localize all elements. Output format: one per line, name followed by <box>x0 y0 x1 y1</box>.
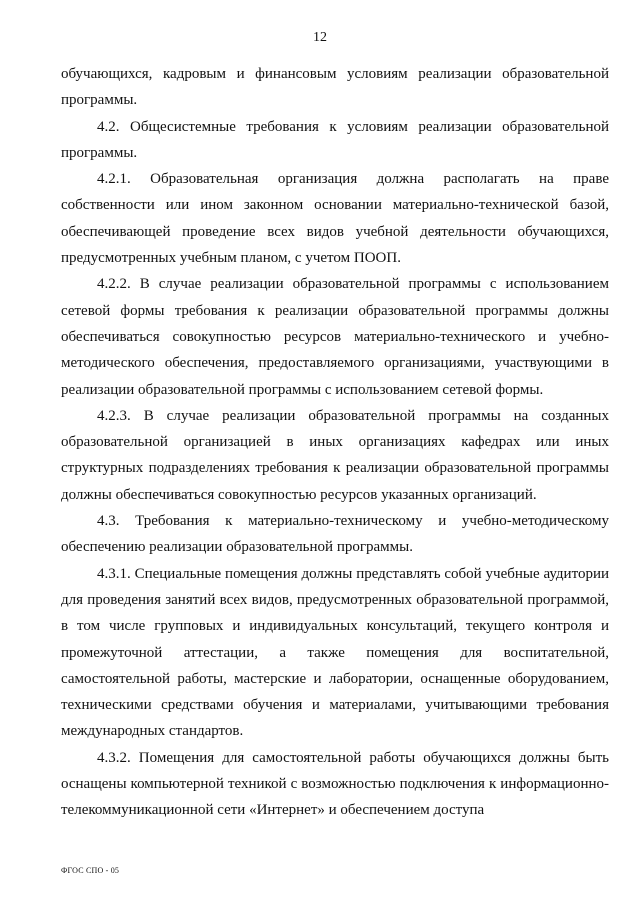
paragraph-4-3: 4.3. Требования к материально-техническому и учебно-методическому обеспечению реализации образовательной программы. <box>61 513 609 556</box>
document-body <box>61 61 609 824</box>
paragraph-continuation: обучающихся, кадровым и финансовым условиям реализации образовательной программы. <box>61 66 609 109</box>
document-footer: ФГОС СПО - 05 <box>61 866 120 875</box>
paragraph-4-2-3: 4.2.3. В случае реализации образовательной программы на созданных образовательной организацией в иных организациях кафедрах или иных структурных подразделениях требования к реализации образовательной программы должны обеспечиваться совокупностью ресурсов указанных организаций. <box>61 407 609 503</box>
paragraph-4-2-1: 4.2.1. Образовательная организация должна располагать на праве собственности или ином законном основании материально-технической базой, обеспечивающей проведение всех видов учебной деятельности обучающихся, предусмотренных учебным планом, с учетом ПООП. <box>61 171 609 267</box>
paragraph-4-2-2: 4.2.2. В случае реализации образовательной программы с использованием сетевой формы требования к реализации образовательной программы должны обеспечиваться совокупностью ресурсов материально-технического и учебно-методического обеспечения, предоставляемого организациями, участвующими в реализации образовательной программы с использованием сетевой формы. <box>61 276 609 398</box>
paragraph-4-3-2: 4.3.2. Помещения для самостоятельной работы обучающихся должны быть оснащены компьютерной техникой с возможностью подключения к информационно-телекоммуникационной сети «Интернет» и обеспечением доступа <box>61 749 609 819</box>
paragraph-4-3-1: 4.3.1. Специальные помещения должны представлять собой учебные аудитории для проведения занятий всех видов, предусмотренных образовательной программой, в том числе групповых и индивидуальных консультаций, текущего контроля и промежуточной аттестации, а также помещения для воспитательной, самостоятельной работы, мастерские и лаборатории, оснащенные оборудованием, техническими средствами обучения и материалами, учитывающими требования международных стандартов. <box>61 565 609 740</box>
paragraph-4-2: 4.2. Общесистемные требования к условиям реализации образовательной программы. <box>61 118 609 161</box>
page-number: 12 <box>313 30 327 45</box>
